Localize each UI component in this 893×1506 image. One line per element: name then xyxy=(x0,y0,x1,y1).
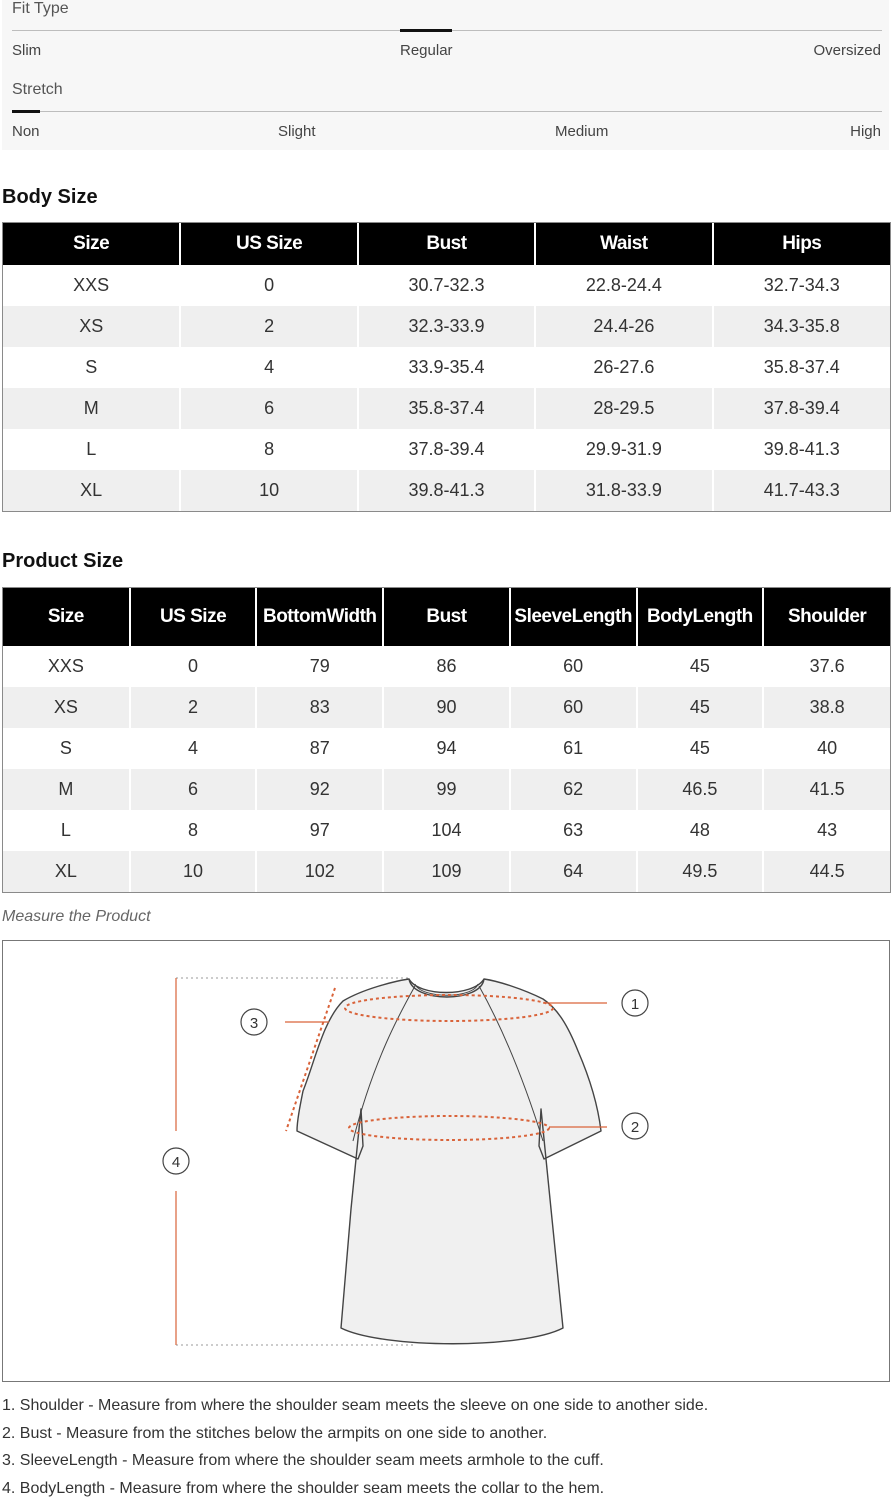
fit-type-option-slim: Slim xyxy=(12,42,41,59)
callout-2 xyxy=(622,1113,648,1139)
callout-1-number: 1 xyxy=(631,996,639,1013)
body-size-cell: 30.7-32.3 xyxy=(358,265,535,306)
product-size-cell: 79 xyxy=(256,646,383,687)
product-size-cell: XL xyxy=(3,851,130,892)
body-size-cell: XL xyxy=(3,470,180,511)
fit-type-label: Fit Type xyxy=(12,0,69,18)
body-size-header-cell: Bust xyxy=(358,223,535,265)
product-size-cell: 6 xyxy=(130,769,257,810)
product-size-cell: 45 xyxy=(637,646,764,687)
product-size-cell: 104 xyxy=(383,810,510,851)
callout-3 xyxy=(241,1009,267,1035)
product-size-cell: 60 xyxy=(510,646,637,687)
body-size-cell: 10 xyxy=(180,470,357,511)
note-body-length: 4. BodyLength - Measure from where the shoulder seam meets the collar to the hem. xyxy=(2,1479,708,1506)
product-size-cell: 99 xyxy=(383,769,510,810)
product-size-row xyxy=(3,851,890,892)
body-size-cell: 35.8-37.4 xyxy=(713,347,890,388)
product-size-cell: 92 xyxy=(256,769,383,810)
product-size-cell: 41.5 xyxy=(763,769,890,810)
body-size-title: Body Size xyxy=(2,186,98,209)
product-size-cell: 109 xyxy=(383,851,510,892)
body-size-cell: 28-29.5 xyxy=(535,388,712,429)
product-size-row xyxy=(3,646,890,687)
body-size-cell: 41.7-43.3 xyxy=(713,470,890,511)
product-size-cell: 38.8 xyxy=(763,687,890,728)
body-size-cell: 32.3-33.9 xyxy=(358,306,535,347)
product-size-cell: 63 xyxy=(510,810,637,851)
stretch-selected-marker xyxy=(12,110,40,113)
body-size-row xyxy=(3,306,890,347)
tshirt-diagram-svg xyxy=(3,941,889,1381)
stretch-option-medium: Medium xyxy=(555,123,608,140)
product-size-header-cell: Size xyxy=(3,588,130,646)
body-size-cell: 31.8-33.9 xyxy=(535,470,712,511)
body-size-header-row xyxy=(3,223,890,265)
product-size-cell: 83 xyxy=(256,687,383,728)
body-size-header-cell: Size xyxy=(3,223,180,265)
body-size-cell: 0 xyxy=(180,265,357,306)
product-size-row xyxy=(3,769,890,810)
body-size-header-cell: US Size xyxy=(180,223,357,265)
product-size-cell: XXS xyxy=(3,646,130,687)
body-size-cell: 26-27.6 xyxy=(535,347,712,388)
body-size-cell: M xyxy=(3,388,180,429)
body-size-cell: 22.8-24.4 xyxy=(535,265,712,306)
product-size-header-cell: US Size xyxy=(130,588,257,646)
body-size-cell: 33.9-35.4 xyxy=(358,347,535,388)
fit-panel xyxy=(2,0,889,150)
fit-type-option-regular: Regular xyxy=(400,42,453,59)
product-size-cell: 45 xyxy=(637,728,764,769)
body-size-cell: 24.4-26 xyxy=(535,306,712,347)
product-size-row xyxy=(3,810,890,851)
body-size-cell: 29.9-31.9 xyxy=(535,429,712,470)
product-size-cell: 94 xyxy=(383,728,510,769)
product-size-cell: 10 xyxy=(130,851,257,892)
callout-1 xyxy=(622,990,648,1016)
callout-2-number: 2 xyxy=(631,1119,639,1136)
product-size-cell: 4 xyxy=(130,728,257,769)
body-size-cell: 39.8-41.3 xyxy=(713,429,890,470)
product-size-cell: 8 xyxy=(130,810,257,851)
body-size-cell: 34.3-35.8 xyxy=(713,306,890,347)
body-size-row xyxy=(3,470,890,511)
product-size-cell: 64 xyxy=(510,851,637,892)
product-size-cell: 102 xyxy=(256,851,383,892)
product-size-cell: 87 xyxy=(256,728,383,769)
product-size-cell: S xyxy=(3,728,130,769)
product-size-cell: 46.5 xyxy=(637,769,764,810)
body-size-cell: 37.8-39.4 xyxy=(713,388,890,429)
body-size-cell: 6 xyxy=(180,388,357,429)
product-size-header-cell: BottomWidth xyxy=(256,588,383,646)
product-size-header-cell: Bust xyxy=(383,588,510,646)
body-size-cell: S xyxy=(3,347,180,388)
body-size-header-cell: Hips xyxy=(713,223,890,265)
product-size-cell: 37.6 xyxy=(763,646,890,687)
tshirt-outline xyxy=(297,979,601,1344)
product-size-cell: 90 xyxy=(383,687,510,728)
product-size-row xyxy=(3,687,890,728)
product-size-title: Product Size xyxy=(2,550,123,573)
body-size-table xyxy=(2,222,891,512)
body-size-cell: L xyxy=(3,429,180,470)
product-size-cell: 97 xyxy=(256,810,383,851)
product-size-cell: XS xyxy=(3,687,130,728)
product-size-header-cell: SleeveLength xyxy=(510,588,637,646)
stretch-option-non: Non xyxy=(12,123,40,140)
product-size-cell: 62 xyxy=(510,769,637,810)
note-sleeve-length: 3. SleeveLength - Measure from where the shoulder seam meets armhole to the cuff. xyxy=(2,1451,708,1479)
callout-3-number: 3 xyxy=(250,1015,258,1032)
product-size-cell: 61 xyxy=(510,728,637,769)
note-bust: 2. Bust - Measure from the stitches below the armpits on one side to another. xyxy=(2,1424,708,1452)
body-size-cell: 2 xyxy=(180,306,357,347)
product-size-cell: 49.5 xyxy=(637,851,764,892)
product-size-cell: 0 xyxy=(130,646,257,687)
product-size-cell: 86 xyxy=(383,646,510,687)
body-size-cell: 39.8-41.3 xyxy=(358,470,535,511)
product-size-header-cell: Shoulder xyxy=(763,588,890,646)
body-size-cell: 37.8-39.4 xyxy=(358,429,535,470)
product-size-cell: 2 xyxy=(130,687,257,728)
stretch-option-high: High xyxy=(850,123,881,140)
body-size-row xyxy=(3,429,890,470)
body-size-cell: 32.7-34.3 xyxy=(713,265,890,306)
measurement-notes xyxy=(2,1396,708,1506)
callout-4-number: 4 xyxy=(172,1154,180,1171)
product-size-cell: 45 xyxy=(637,687,764,728)
body-size-cell: 8 xyxy=(180,429,357,470)
product-size-cell: 40 xyxy=(763,728,890,769)
stretch-track xyxy=(12,111,882,112)
product-size-header-row xyxy=(3,588,890,646)
stretch-label: Stretch xyxy=(12,81,63,99)
body-size-cell: XXS xyxy=(3,265,180,306)
body-size-cell: 4 xyxy=(180,347,357,388)
callout-4 xyxy=(163,1148,189,1174)
product-size-cell: 44.5 xyxy=(763,851,890,892)
product-size-header-cell: BodyLength xyxy=(637,588,764,646)
body-size-cell: XS xyxy=(3,306,180,347)
stretch-option-slight: Slight xyxy=(278,123,316,140)
product-size-cell: L xyxy=(3,810,130,851)
product-size-row xyxy=(3,728,890,769)
product-size-cell: 48 xyxy=(637,810,764,851)
body-size-row xyxy=(3,347,890,388)
product-size-cell: 60 xyxy=(510,687,637,728)
product-size-cell: 43 xyxy=(763,810,890,851)
measure-caption: Measure the Product xyxy=(2,908,151,926)
measurement-diagram xyxy=(2,940,890,1382)
note-shoulder: 1. Shoulder - Measure from where the shoulder seam meets the sleeve on one side to another side. xyxy=(2,1396,708,1424)
body-size-header-cell: Waist xyxy=(535,223,712,265)
fit-type-selected-marker xyxy=(400,29,452,32)
product-size-table xyxy=(2,587,891,893)
body-size-row xyxy=(3,265,890,306)
product-size-cell: M xyxy=(3,769,130,810)
body-size-cell: 35.8-37.4 xyxy=(358,388,535,429)
body-size-row xyxy=(3,388,890,429)
fit-type-option-oversized: Oversized xyxy=(813,42,881,59)
